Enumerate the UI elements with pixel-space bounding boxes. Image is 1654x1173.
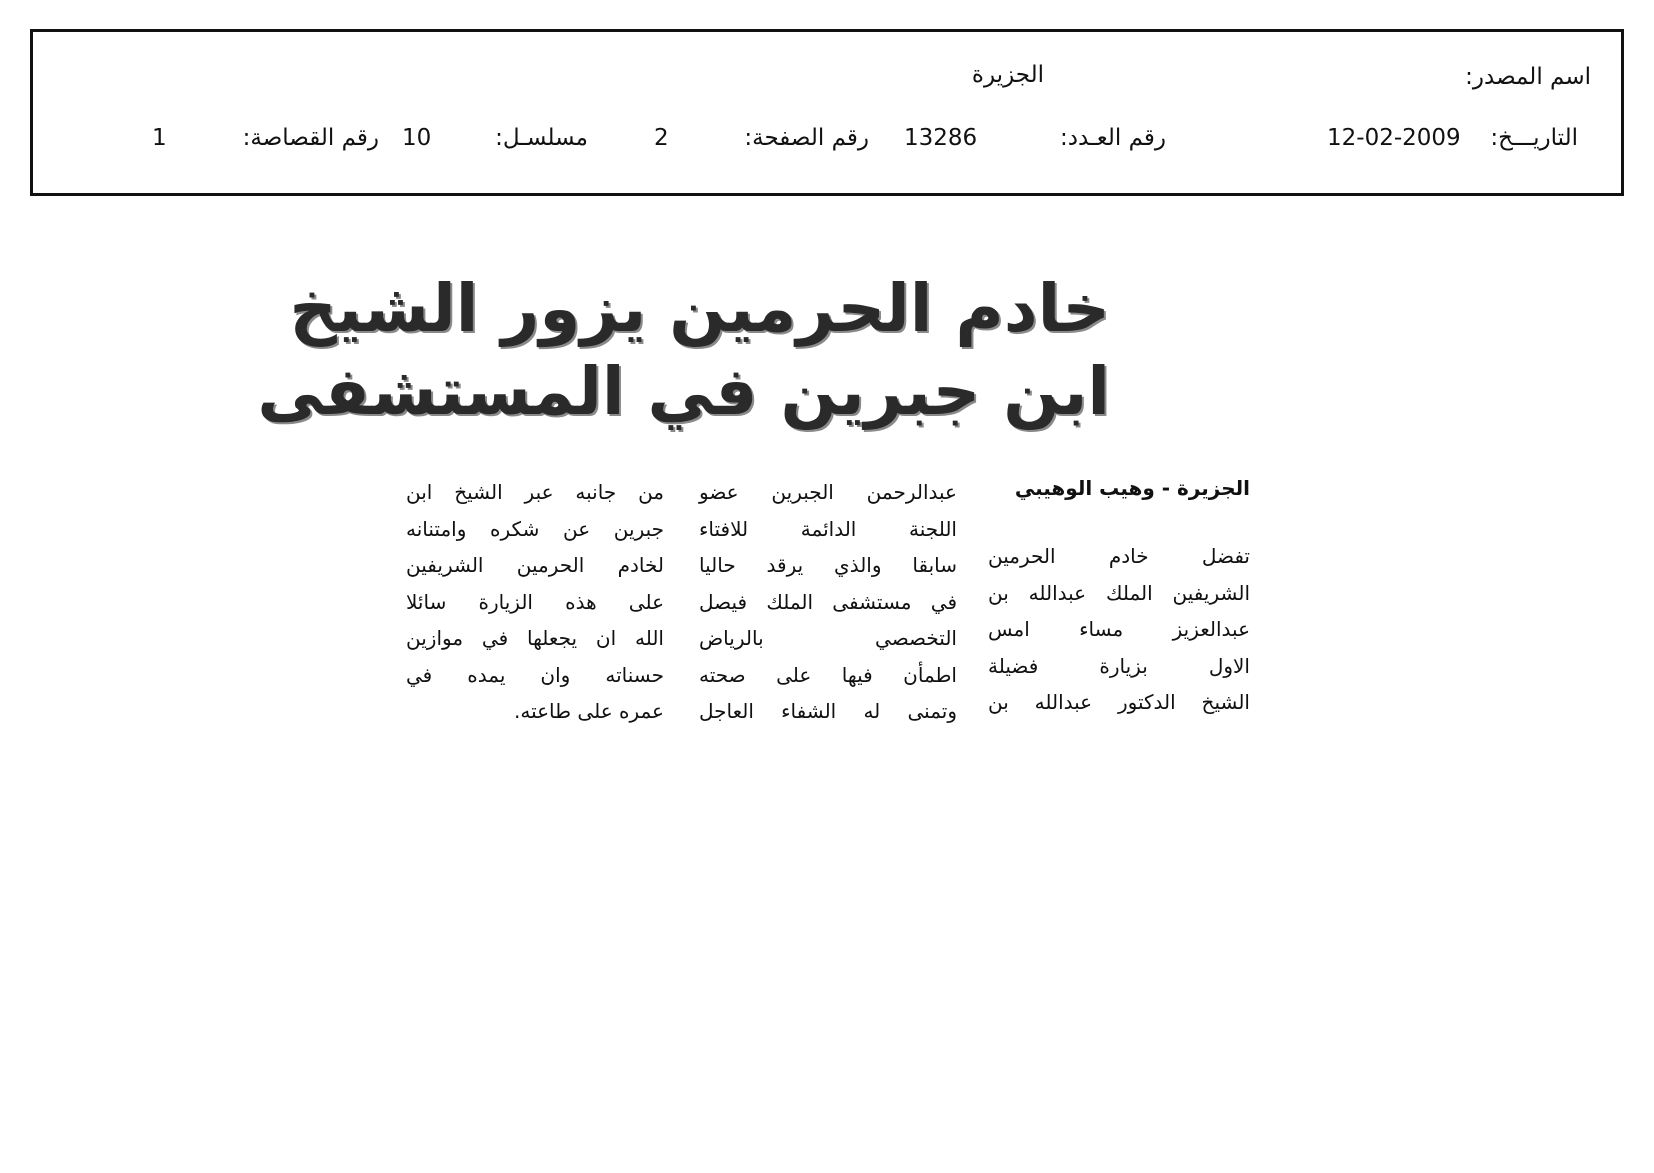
column-3-line: الله ان يجعلها في موازين — [406, 626, 664, 650]
column-3-line: من جانبه عبر الشيخ ابن — [406, 480, 664, 504]
article-column-1 — [988, 538, 1250, 721]
column-1-line: الشريفين الملك عبدالله بن — [988, 580, 1250, 605]
column-1-line: عبدالعزيز مساء امس — [988, 617, 1250, 641]
issue-label: رقم العـدد: — [1059, 125, 1166, 151]
article-column-2 — [699, 474, 957, 730]
column-1-line: الشيخ الدكتور عبدالله بن — [988, 690, 1250, 714]
column-2-line: في مستشفى الملك فيصل — [699, 589, 957, 614]
column-2-line: اللجنة الدائمة للافتاء — [699, 516, 957, 541]
column-1-line: الاول بزيارة فضيلة — [988, 653, 1250, 678]
article-column-3 — [406, 474, 664, 730]
date-label: التاريـــخ: — [1490, 125, 1578, 151]
column-1-line: تفضل خادم الحرمين — [988, 544, 1250, 568]
column-2-line: اطمأن فيها على صحته — [699, 662, 957, 687]
column-2-line: التخصصي بالرياض — [699, 626, 957, 650]
column-3-line: جبرين عن شكره وامتنانه — [406, 516, 664, 541]
serial-label: مسلسـل: — [495, 125, 588, 151]
serial-value: 10 — [402, 125, 432, 151]
headline-line-2: ابن جبرين في المستشفى — [257, 352, 1110, 430]
page-label: رقم الصفحة: — [744, 125, 869, 151]
clip-label: رقم القصاصة: — [242, 125, 379, 151]
column-3-line: حسناته وان يمده في — [406, 662, 664, 687]
column-3-line: على هذه الزيارة سائلا — [406, 589, 664, 614]
source-label: اسم المصدر: — [1465, 64, 1591, 90]
clip-value: 1 — [152, 125, 167, 151]
page-value: 2 — [654, 125, 669, 151]
headline-line-1: خادم الحرمين يزور الشيخ — [289, 270, 1110, 347]
clipping-info-box — [30, 29, 1624, 196]
column-2-line: سابقا والذي يرقد حاليا — [699, 553, 957, 577]
column-3-line: عمره على طاعته. — [513, 699, 664, 723]
issue-value: 13286 — [904, 125, 978, 151]
date-value: 12-02-2009 — [1327, 125, 1461, 151]
article-byline: الجزيرة - وهيب الوهيبي — [1014, 476, 1250, 500]
article-headline — [257, 268, 1110, 433]
column-3-line: لخادم الحرمين الشريفين — [406, 553, 664, 577]
source-value: الجزيرة — [971, 62, 1044, 88]
column-2-line: وتمنى له الشفاء العاجل — [699, 699, 957, 723]
column-2-line: عبدالرحمن الجبرين عضو — [699, 480, 957, 504]
